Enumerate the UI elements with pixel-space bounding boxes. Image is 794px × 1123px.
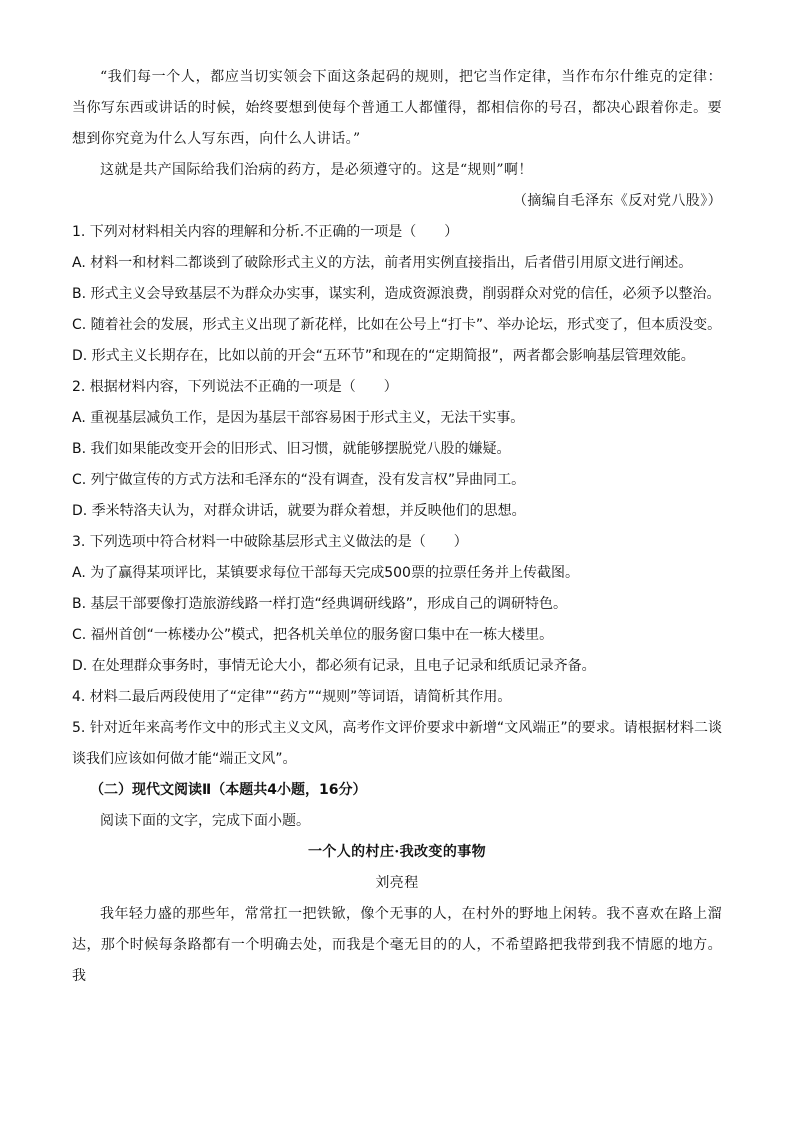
- question-2-option-b: B. 我们如果能改变开会的旧形式、旧习惯，就能够摆脱党八股的嫌疑。: [72, 441, 511, 457]
- question-3-option-a: A. 为了赢得某项评比，某镇要求每位干部每天完成500票的拉票任务并上传截图。: [72, 565, 579, 581]
- question-3-option-b: B. 基层干部要像打造旅游线路一样打造“经典调研线路”，形成自己的调研特色。: [72, 596, 568, 612]
- document-page: [72, 62, 722, 992]
- question-3-stem: 3. 下列选项中符合材料一中破除基层形式主义做法的是（ ）: [72, 534, 468, 550]
- question-1-option-d: D. 形式主义长期存在，比如以前的开会“五环节”和现在的“定期简报”，两者都会影响基层管理效能。: [72, 348, 695, 364]
- section-instruction: 阅读下面的文字，完成下面小题。: [100, 813, 310, 829]
- question-1-stem: 1. 下列对材料相关内容的理解和分析.不正确的一项是（ ）: [72, 224, 459, 240]
- question-2-stem: 2. 根据材料内容，下列说法不正确的一项是（ ）: [72, 379, 398, 395]
- question-1-option-b: B. 形式主义会导致基层不为群众办实事，谋实利，造成资源浪费，削弱群众对党的信任，必须予以整治。: [72, 286, 721, 302]
- question-1-option-c: C. 随着社会的发展，形式主义出现了新花样，比如在公号上“打卡”、举办论坛，形式变了，但本质没变。: [72, 317, 722, 333]
- article-body: 我年轻力盛的那些年，常常扛一把铁锨，像个无事的人，在村外的野地上闲转。我不喜欢在路上溜达，那个时候每条路都有一个明确去处，而我是个毫无目的的人，不希望路把我带到我不情愿的地方。我: [72, 906, 722, 984]
- article-title: 一个人的村庄·我改变的事物: [307, 844, 487, 860]
- question-2-option-a: A. 重视基层减负工作，是因为基层干部容易困于形式主义，无法干实事。: [72, 410, 525, 426]
- question-list: [72, 217, 722, 775]
- question-3-option-d: D. 在处理群众事务时，事情无论大小，都必须有记录，且电子记录和纸质记录齐备。: [72, 658, 596, 674]
- question-5: 5. 针对近年来高考作文中的形式主义文风，高考作文评价要求中新增“文风端正”的要求。请根据材料二谈谈我们应该如何做才能“端正文风”。: [72, 720, 722, 767]
- question-2-option-d: D. 季米特洛夫认为，对群众讲话，就要为群众着想，并反映他们的思想。: [72, 503, 526, 519]
- quote-paragraph: “我们每一个人，都应当切实领会下面这条起码的规则，把它当作定律，当作布尔什维克的定律：当你写东西或讲话的时候，始终要想到使每个普通工人都懂得，都相信你的号召，都决心跟着你走。要想到你究竟为什么人写东西，向什么人讲话。”: [72, 69, 722, 147]
- section-heading: （二）现代文阅读Ⅱ（本题共4小题，16分）: [90, 782, 367, 798]
- quote-conclusion: 这就是共产国际给我们治病的药方，是必须遵守的。这是“规则”啊！: [100, 162, 533, 178]
- question-2-option-c: C. 列宁做宣传的方式方法和毛泽东的“没有调查，没有发言权”异曲同工。: [72, 472, 526, 488]
- question-1-option-a: A. 材料一和材料二都谈到了破除形式主义的方法，前者用实例直接指出，后者借引用原文进行阐述。: [72, 255, 693, 271]
- question-4: 4. 材料二最后两段使用了“定律”“药方”“规则”等词语，请简析其作用。: [72, 689, 512, 705]
- quote-source: （摘编自毛泽东《反对党八股》）: [513, 193, 722, 209]
- article-author: 刘亮程: [375, 875, 419, 891]
- question-3-option-c: C. 福州首创“一栋楼办公”模式，把各机关单位的服务窗口集中在一栋大楼里。: [72, 627, 554, 643]
